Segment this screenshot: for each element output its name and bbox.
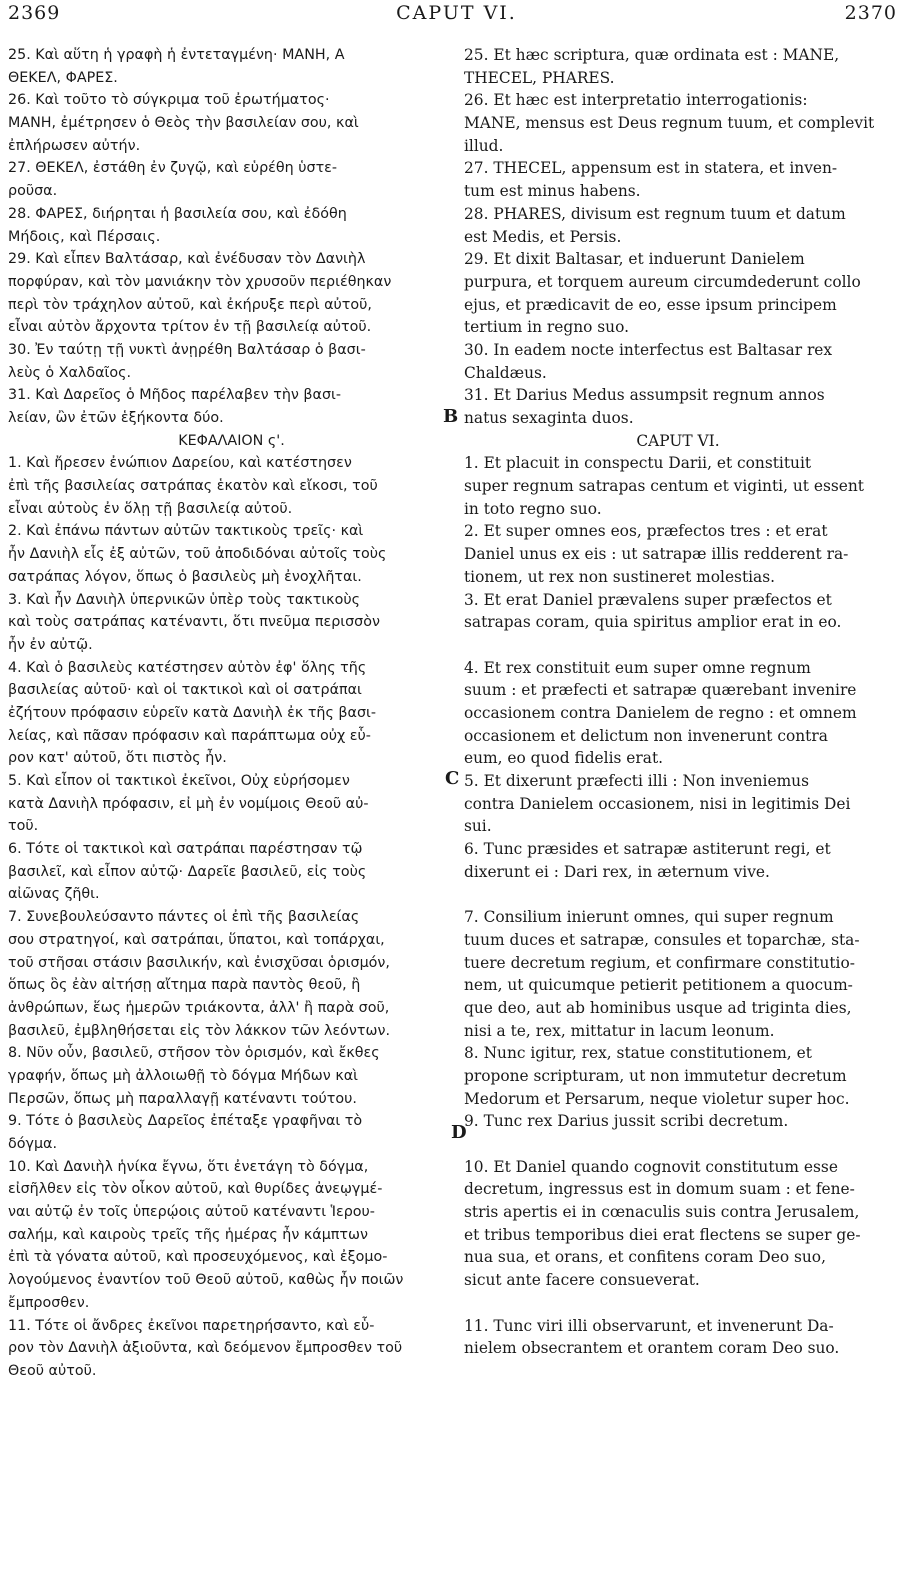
text-line: sui. — [464, 817, 492, 836]
text-line: ejus, et prædicavit de eo, esse ipsum principem — [464, 295, 837, 314]
text-line: occasionem contra Danielem de regno : et omnem — [464, 703, 857, 722]
text-line: est Medis, et Persis. — [464, 227, 622, 246]
text-line: 30. In eadem nocte interfectus est Baltasar rex — [464, 340, 833, 359]
text-line: εἶναι αὐτὸν ἄρχοντα τρίτον ἐν τῇ βασιλείᾳ αὐτοῦ. — [8, 319, 372, 336]
text-line: σαλήμ, καὶ καιροὺς τρεῖς τῆς ἡμέρας ἦν κάμπτων — [8, 1226, 368, 1243]
text-line: πορφύραν, καὶ τὸν μανιάκην τὸν χρυσοῦν περιέθηκαν — [8, 273, 392, 290]
text-line: 29. Καὶ εἶπεν Βαλτάσαρ, καὶ ἐνέδυσαν τὸν Δανιὴλ — [8, 251, 366, 268]
text-line: Θεοῦ αὐτοῦ. — [8, 1362, 97, 1379]
text-line: λείαν, ὢν ἐτῶν ἑξήκοντα δύο. — [8, 410, 224, 426]
text-line: βασιλεῖ, καὶ εἶπον αὐτῷ· Δαρεῖε βασιλεῦ, εἰς τοὺς — [8, 863, 367, 880]
text-line: 11. Τότε οἱ ἄνδρες ἐκεῖνοι παρετηρήσαντο, καὶ εὗ- — [8, 1317, 375, 1334]
text-line: 31. Καὶ Δαρεῖος ὁ Μῆδος παρέλαβεν τὴν βασι- — [8, 387, 342, 404]
text-line: et tribus temporibus diei erat flectens se super ge- — [464, 1225, 861, 1244]
text-line: THECEL, PHARES. — [464, 68, 615, 87]
text-line: εἶναι αὐτοὺς ἐν ὅλῃ τῇ βασιλείᾳ αὐτοῦ. — [8, 500, 293, 517]
running-head: CAPUT VI. — [396, 2, 517, 24]
text-line: 4. Καὶ ὁ βασιλεὺς κατέστησεν αὐτὸν ἐφ' ὅλης τῆς — [8, 659, 367, 676]
text-line: 27. THECEL, appensum est in statera, et inven- — [464, 159, 838, 178]
column-number-right: 2370 — [844, 2, 897, 24]
text-line: καὶ τοὺς σατράπας κατέναντι, ὅτι πνεῦμα περισσὸν — [8, 614, 380, 631]
text-line: 25. Καὶ αὕτη ἡ γραφὴ ἡ ἐντεταγμένη· ΜΑΝΗ, Α — [8, 47, 345, 63]
text-line: λεὺς ὁ Χαλδαῖος. — [8, 364, 132, 381]
text-line: ἐπλήρωσεν αὐτήν. — [8, 137, 141, 154]
text-line: 31. Et Darius Medus assumpsit regnum annos — [464, 386, 825, 405]
text-line: stris apertis ei in cœnaculis suis contra Jerusalem, — [464, 1203, 860, 1222]
text-line: 11. Tunc viri illi observarunt, et invenerunt Da- — [464, 1316, 834, 1335]
text-line: tertium in regno suo. — [464, 318, 629, 337]
text-line: 9. Tunc rex Darius jussit scribi decretum. — [464, 1112, 789, 1131]
text-line: contra Danielem occasionem, nisi in legitimis Dei — [464, 794, 851, 813]
text-line: 2. Καὶ ἐπάνω πάντων αὐτῶν τακτικοὺς τρεῖς· καὶ — [8, 523, 364, 540]
text-line: 27. ΘΕΚΕΛ, ἐστάθη ἐν ζυγῷ, καὶ εὑρέθη ὑστε- — [8, 160, 338, 177]
text-line: 7. Consilium inierunt omnes, qui super regnum — [464, 908, 834, 927]
text-line: ναι αὐτῷ ἐν τοῖς ὑπερῴοις αὐτοῦ κατέναντι Ἱερου- — [8, 1204, 375, 1221]
text-line: 1. Καὶ ἤρεσεν ἐνώπιον Δαρείου, καὶ κατέστησεν — [8, 455, 352, 472]
text-line: 2. Et super omnes eos, præfectos tres : et erat — [464, 522, 828, 541]
text-line: illud. — [464, 136, 504, 155]
text-line: Μήδοις, καὶ Πέρσαις. — [8, 228, 161, 245]
text-line: nua sua, et orans, et confitens coram Deo suo, — [464, 1248, 826, 1267]
text-line: propone scripturam, ut non immutetur decretum — [464, 1066, 847, 1085]
text-line: 6. Τότε οἱ τακτικοὶ καὶ σατράπαι παρέστησαν τῷ — [8, 841, 363, 858]
margin-letter-c: C — [445, 768, 460, 789]
text-line: 6. Tunc præsides et satrapæ astiterunt regi, et — [464, 840, 831, 859]
paragraph-gap — [464, 1292, 892, 1315]
text-line: tuum duces et satrapæ, consules et toparchæ, sta- — [464, 930, 860, 949]
greek-column — [8, 44, 455, 1383]
text-line: εἰσῆλθεν εἰς τὸν οἶκον αὐτοῦ, καὶ θυρίδες ἀνεῳγμέ- — [8, 1181, 383, 1198]
text-line: nem, ut quicumque petierit petitionem a quocum- — [464, 976, 853, 995]
text-line: Chaldæus. — [464, 363, 547, 382]
text-line: dixerunt ei : Dari rex, in æternum vive. — [464, 862, 770, 881]
text-line: 5. Καὶ εἶπον οἱ τακτικοὶ ἐκεῖνοι, Οὐχ εὑρήσομεν — [8, 773, 350, 789]
text-line: in toto regno suo. — [464, 499, 602, 518]
text-line: eum, eo quod fidelis erat. — [464, 749, 664, 768]
text-line: Daniel unus ex eis : ut satrapæ illis redderent ra- — [464, 545, 849, 564]
text-line: 3. Καὶ ἦν Δανιὴλ ὑπερνικῶν ὑπὲρ τοὺς τακτικοὺς — [8, 591, 361, 608]
text-line: 4. Et rex constituit eum super omne regnum — [464, 658, 811, 677]
text-line: tum est minus habens. — [464, 182, 641, 201]
text-line: tuere decretum regium, et confirmare constitutio- — [464, 953, 855, 972]
text-line: 5. Et dixerunt præfecti illi : Non inveniemus — [464, 772, 809, 790]
text-line: τοῦ στῆσαι στάσιν βασιλικήν, καὶ ἐνισχῦσαι ὁρισμόν, — [8, 954, 390, 971]
text-line: αἰῶνας ζῆθι. — [8, 886, 100, 903]
column-number-left: 2369 — [8, 2, 61, 24]
text-line: κατὰ Δανιὴλ πρόφασιν, εἰ μὴ ἐν νομίμοις Θεοῦ αὐ- — [8, 795, 369, 812]
text-line: ἔμπροσθεν. — [8, 1294, 90, 1311]
text-line: ρον κατ' αὐτοῦ, ὅτι πιστὸς ἦν. — [8, 750, 227, 767]
text-line: 9. Τότε ὁ βασιλεὺς Δαρεῖος ἐπέταξε γραφῆναι τὸ — [8, 1113, 363, 1130]
text-line: τοῦ. — [8, 818, 39, 835]
text-line: γραφήν, ὅπως μὴ ἀλλοιωθῇ τὸ δόγμα Μήδων καὶ — [8, 1067, 359, 1084]
text-line: suum : et præfecti et satrapæ quærebant invenire — [464, 681, 857, 700]
text-line: ἐπὶ τῆς βασιλείας σατράπας ἑκατὸν καὶ εἴκοσι, τοῦ — [8, 478, 378, 495]
text-line: decretum, ingressus est in domum suam : et fene- — [464, 1180, 855, 1199]
text-line: 3. Et erat Daniel prævalens super præfectos et — [464, 590, 832, 609]
text-line: sicut ante facere consueverat. — [464, 1271, 700, 1290]
text-line: nisi a te, rex, mittatur in lacum leonum. — [464, 1021, 775, 1040]
text-line: σατράπας λόγον, ὅπως ὁ βασιλεὺς μὴ ἐνοχλῆται. — [8, 568, 362, 585]
text-line: ἦν ἐν αὐτῷ. — [8, 636, 93, 653]
text-line: purpura, et torquem aureum circumdederunt collo — [464, 272, 861, 291]
text-line: 8. Νῦν οὖν, βασιλεῦ, στῆσον τὸν ὁρισμόν, καὶ ἔκθες — [8, 1045, 380, 1062]
text-line: λογούμενος ἐναντίον τοῦ Θεοῦ αὐτοῦ, καθὼς ἦν ποιῶν — [8, 1272, 404, 1289]
chapter-heading: ΚΕΦΑΛΑΙΟΝ ς'. — [178, 432, 285, 449]
text-line: MANE, mensus est Deus regnum tuum, et complevit — [464, 114, 875, 133]
text-line: ἐπὶ τὰ γόνατα αὐτοῦ, καὶ προσευχόμενος, καὶ ἐξομο- — [8, 1249, 388, 1266]
text-line: ΘΕΚΕΛ, ΦΑΡΕΣ. — [8, 69, 118, 86]
text-line: 28. ΦΑΡΕΣ, διήρηται ἡ βασιλεία σου, καὶ ἐδόθη — [8, 205, 347, 222]
text-line: δόγμα. — [8, 1136, 58, 1152]
text-line: ἀνθρώπων, ἕως ἡμερῶν τριάκοντα, ἀλλ' ἢ παρὰ σοῦ, — [8, 999, 390, 1016]
text-line: Medorum et Persarum, neque violetur super hoc. — [464, 1089, 850, 1108]
text-line: que deo, aut ab hominibus usque ad triginta dies, — [464, 998, 852, 1017]
text-line: 29. Et dixit Baltasar, et induerunt Danielem — [464, 250, 805, 269]
text-line: ἦν Δανιὴλ εἷς ἐξ αὐτῶν, τοῦ ἀποδιδόναι αὐτοῖς τοὺς — [8, 546, 387, 563]
text-line: 26. Καὶ τοῦτο τὸ σύγκριμα τοῦ ἐρωτήματος· — [8, 92, 330, 109]
text-line: περὶ τὸν τράχηλον αὐτοῦ, καὶ ἐκήρυξε περὶ αὐτοῦ, — [8, 296, 372, 313]
chapter-heading: CAPUT VI. — [636, 431, 720, 450]
text-line: nielem obsecrantem et orantem coram Deo suo. — [464, 1339, 840, 1358]
text-line: satrapas coram, quia spiritus amplior erat in eo. — [464, 613, 842, 632]
text-line: βασιλεῦ, ἐμβληθήσεται εἰς τὸν λάκκον τῶν λεόντων. — [8, 1022, 391, 1039]
text-line: λείας, καὶ πᾶσαν πρόφασιν καὶ παράπτωμα οὐχ εὗ- — [8, 727, 371, 744]
text-line: natus sexaginta duos. — [464, 409, 634, 427]
text-line: super regnum satrapas centum et viginti, ut essent — [464, 477, 864, 496]
text-line: 10. Καὶ Δανιὴλ ἡνίκα ἔγνω, ὅτι ἐνετάγη τὸ δόγμα, — [8, 1158, 369, 1175]
text-line: ροῦσα. — [8, 183, 58, 200]
text-line: 7. Συνεβουλεύσαντο πάντες οἱ ἐπὶ τῆς βασιλείας — [8, 909, 360, 926]
text-line: ρον τὸν Δανιὴλ ἀξιοῦντα, καὶ δεόμενον ἔμπροσθεν τοῦ — [8, 1340, 403, 1357]
paragraph-gap — [464, 883, 892, 906]
text-line: ὅπως ὃς ἐὰν αἰτήσῃ αἴτημα παρὰ παντὸς θεοῦ, ἢ — [8, 977, 361, 994]
text-line: 26. Et hæc est interpretatio interrogationis: — [464, 91, 808, 110]
text-line: Περσῶν, ὅπως μὴ παραλλαγῇ κατέναντι τούτου. — [8, 1090, 357, 1107]
text-line: βασιλείας αὐτοῦ· καὶ οἱ τακτικοὶ καὶ οἱ σατράπαι — [8, 682, 362, 699]
text-line: 30. Ἐν ταύτῃ τῇ νυκτὶ ἀνῃρέθη Βαλτάσαρ ὁ βασι- — [8, 341, 366, 358]
text-line: 10. Et Daniel quando cognovit constitutum esse — [464, 1157, 838, 1176]
margin-letter-b: B — [443, 406, 459, 427]
text-line: occasionem et delictum non invenerunt contra — [464, 726, 828, 745]
text-line: 8. Nunc igitur, rex, statue constitutionem, et — [464, 1044, 812, 1063]
text-line: ΜΑΝΗ, ἐμέτρησεν ὁ Θεὸς τὴν βασιλείαν σου, καὶ — [8, 115, 359, 132]
paragraph-gap — [464, 1133, 892, 1156]
latin-column — [464, 44, 892, 1360]
text-line: σου στρατηγοί, καὶ σατράπαι, ὕπατοι, καὶ τοπάρχαι, — [8, 931, 385, 948]
margin-letter-d: D — [451, 1122, 467, 1143]
text-line: 1. Et placuit in conspectu Darii, et constituit — [464, 454, 812, 473]
text-line: ἐζήτουν πρόφασιν εὑρεῖν κατὰ Δανιὴλ ἐκ τῆς βασι- — [8, 704, 377, 721]
paragraph-gap — [464, 634, 892, 657]
text-line: 25. Et hæc scriptura, quæ ordinata est : MANE, — [464, 46, 840, 64]
text-line: 28. PHARES, divisum est regnum tuum et datum — [464, 204, 846, 223]
text-line: tionem, ut rex non sustineret molestias. — [464, 567, 776, 586]
